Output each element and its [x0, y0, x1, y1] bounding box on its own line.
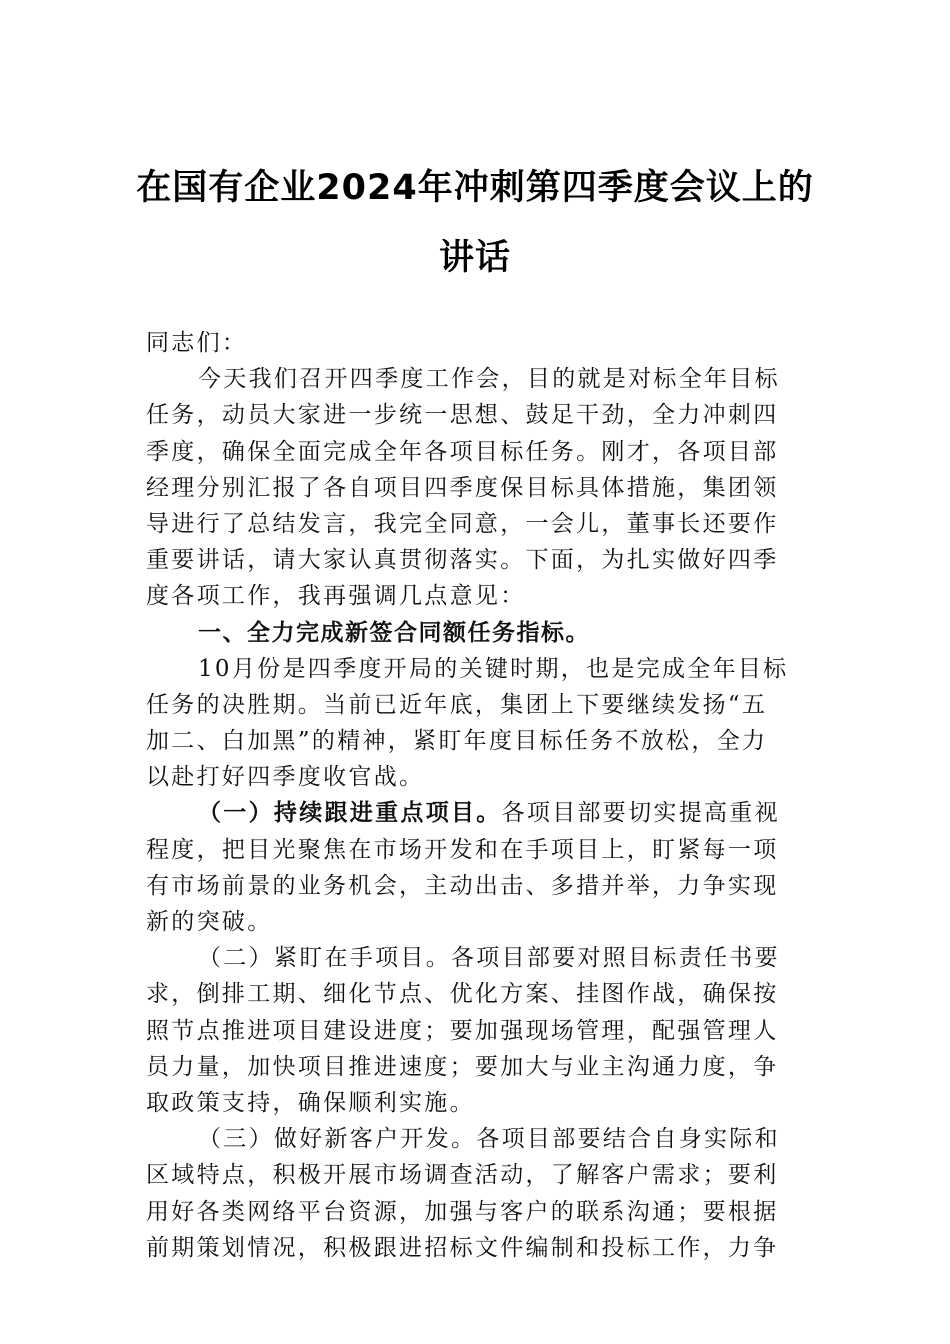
paragraph-line: 区域特点，积极开展市场调查活动，了解客户需求；要利	[146, 1162, 779, 1189]
paragraph-line: 照节点推进项目建设进度；要加强现场管理，配强管理人	[146, 1017, 779, 1044]
paragraph-line: 今天我们召开四季度工作会，目的就是对标全年目标	[198, 366, 780, 393]
subsection-3-heading: （三）做好新客户开发。	[198, 1126, 477, 1153]
paragraph-line: 10月份是四季度开局的关键时期，也是完成全年目标	[198, 655, 789, 682]
paragraph-line: 导进行了总结发言，我完全同意，一会儿，董事长还要作	[146, 510, 779, 537]
subsection-3	[146, 1121, 806, 1266]
paragraph-line: 度各项工作，我再强调几点意见：	[146, 583, 526, 610]
paragraph-line: 经理分别汇报了各自项目四季度保目标具体措施，集团领	[146, 474, 779, 501]
paragraph-line	[146, 1121, 806, 1157]
paragraph-line: 任务的决胜期。当前已近年底，集团上下要继续发扬“五	[146, 691, 768, 718]
paragraph-line: 有市场前景的业务机会，主动出击、多措并举，力争实现	[146, 872, 779, 899]
subsection-2-heading: （二）紧盯在手项目。	[198, 945, 451, 972]
intro-paragraph	[146, 361, 806, 614]
subsection-1	[146, 795, 806, 940]
paragraph-line	[146, 795, 806, 831]
paragraph-line: 新的突破。	[146, 909, 273, 935]
subsection-3-text: 各项目部要结合自身实际和	[476, 1126, 780, 1153]
document-title-line-1: 在国有企业2024年冲刺第四季度会议上的	[136, 168, 814, 208]
document-body	[146, 325, 806, 1266]
subsection-1-heading: （一）持续跟进重点项目。	[198, 799, 502, 827]
subsection-2-text: 各项目部要对照目标责任书要	[451, 945, 780, 972]
paragraph-line: 前期策划情况，积极跟进招标文件编制和投标工作，力争	[146, 1234, 779, 1261]
salutation: 同志们：	[146, 330, 248, 356]
paragraph-line: 季度，确保全面完成全年各项目标任务。刚才，各项目部	[146, 438, 779, 465]
paragraph-line: 程度，把目光聚焦在市场开发和在手项目上，盯紧每一项	[146, 836, 779, 863]
paragraph-line: 加二、白加黑”的精神，紧盯年度目标任务不放松，全力	[146, 728, 768, 755]
paragraph-line: 用好各类网络平台资源，加强与客户的联系沟通；要根据	[146, 1198, 779, 1225]
paragraph-line: 任务，动员大家进一步统一思想、鼓足干劲，全力冲刺四	[146, 402, 779, 429]
paragraph-line: 取政策支持，确保顺利实施。	[146, 1089, 475, 1116]
subsection-1-text: 各项目部要切实提高重视	[501, 800, 780, 827]
paragraph-line: 以赴打好四季度收官战。	[146, 764, 425, 791]
section-1-heading: 一、全力完成新签合同额任务指标。	[198, 619, 590, 646]
document-title-line-2: 讲话	[438, 238, 511, 278]
paragraph-line: 重要讲话，请大家认真贯彻落实。下面，为扎实做好四季	[146, 547, 779, 574]
subsection-2	[146, 940, 806, 1121]
paragraph-line: 求，倒排工期、细化节点、优化方案、挂图作战，确保按	[146, 981, 779, 1008]
paragraph-line: 员力量，加快项目推进速度；要加大与业主沟通力度，争	[146, 1053, 779, 1080]
paragraph-line	[146, 940, 806, 976]
section-1-paragraph	[146, 651, 806, 796]
